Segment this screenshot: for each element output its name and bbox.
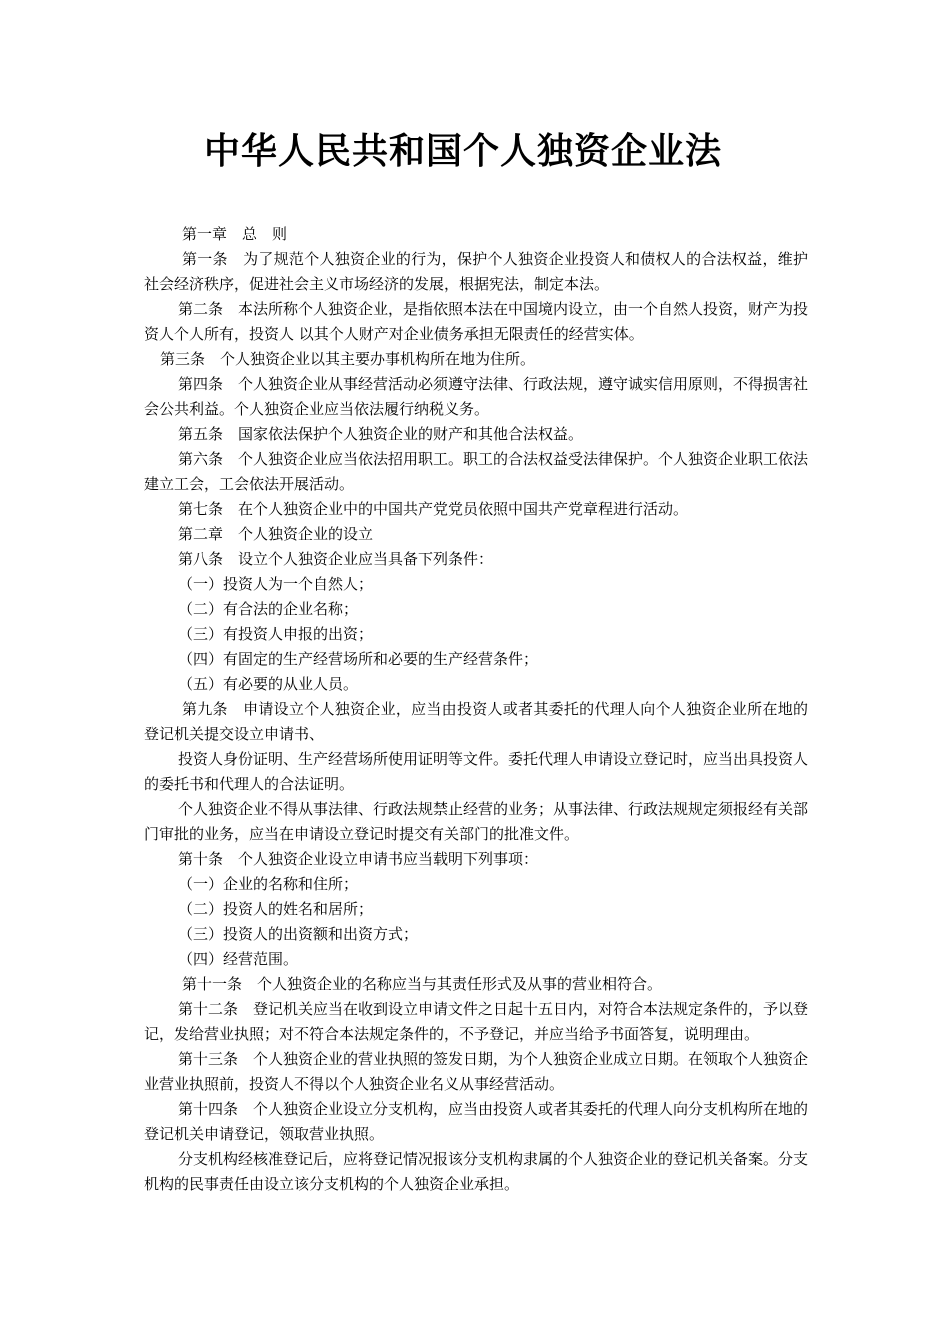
article-7: 第七条 在个人独资企业中的中国共产党党员依照中国共产党章程进行活动。	[178, 500, 689, 518]
article-9-paragraph-2: 个人独资企业不得从事法律、行政法规禁止经营的业务；从事法律、行政法规规定须报经有关部门审批的业务，应当在申请设立登记时提交有关部门的批准文件。	[144, 800, 809, 843]
article-9: 第九条 申请设立个人独资企业，应当由投资人或者其委托的代理人向个人独资企业所在地的登记机关提交设立申请书、	[144, 700, 808, 743]
article-11: 第十一条 个人独资企业的名称应当与其责任形式及从事的营业相符合。	[182, 975, 663, 993]
article-5: 第五条 国家依法保护个人独资企业的财产和其他合法权益。	[178, 425, 584, 443]
article-14: 第十四条 个人独资企业设立分支机构，应当由投资人或者其委托的代理人向分支机构所在地的登记机关申请登记，领取营业执照。	[144, 1100, 809, 1143]
article-8-item-2: （二）有合法的企业名称；	[178, 600, 359, 618]
article-10-item-4: （四）经营范围。	[178, 950, 299, 968]
article-8-item-1: （一）投资人为一个自然人；	[178, 575, 374, 593]
chapter-heading-2: 第二章 个人独资企业的设立	[178, 525, 374, 543]
article-9-continued: 投资人身份证明、生产经营场所使用证明等文件。委托代理人申请设立登记时，应当出具投资人的委托书和代理人的合法证明。	[144, 750, 809, 793]
article-3: 第三条 个人独资企业以其主要办事机构所在地为住所。	[160, 350, 536, 368]
article-2: 第二条 本法所称个人独资企业，是指依照本法在中国境内设立，由一个自然人投资，财产为投资人个人所有，投资人 以其个人财产对企业债务承担无限责任的经营实体。	[144, 300, 809, 343]
document-body	[144, 222, 808, 1197]
article-8-item-4: （四）有固定的生产经营场所和必要的生产经营条件；	[178, 650, 539, 668]
article-8: 第八条 设立个人独资企业应当具备下列条件：	[178, 550, 494, 568]
article-6: 第六条 个人独资企业应当依法招用职工。职工的合法权益受法律保护。个人独资企业职工依法建立工会，工会依法开展活动。	[144, 450, 809, 493]
article-10: 第十条 个人独资企业设立申请书应当载明下列事项：	[178, 850, 539, 868]
article-4: 第四条 个人独资企业从事经营活动必须遵守法律、行政法规，遵守诚实信用原则，不得损害社会公共利益。个人独资企业应当依法履行纳税义务。	[144, 375, 809, 418]
article-10-item-3: （三）投资人的出资额和出资方式；	[178, 925, 419, 943]
article-10-item-1: （一）企业的名称和住所；	[178, 875, 359, 893]
article-8-item-3: （三）有投资人申报的出资；	[178, 625, 374, 643]
chapter-heading-1: 第一章 总 则	[182, 225, 288, 243]
article-14-paragraph-2: 分支机构经核准登记后，应将登记情况报该分支机构隶属的个人独资企业的登记机关备案。分支机构的民事责任由设立该分支机构的个人独资企业承担。	[144, 1150, 809, 1193]
article-13: 第十三条 个人独资企业的营业执照的签发日期，为个人独资企业成立日期。在领取个人独资企业营业执照前，投资人不得以个人独资企业名义从事经营活动。	[144, 1050, 809, 1093]
article-1: 第一条 为了规范个人独资企业的行为，保护个人独资企业投资人和债权人的合法权益，维护社会经济秩序，促进社会主义市场经济的发展，根据宪法，制定本法。	[144, 250, 808, 293]
document-title: 中华人民共和国个人独资企业法	[203, 131, 722, 172]
article-8-item-5: （五）有必要的从业人员。	[178, 675, 359, 693]
article-12: 第十二条 登记机关应当在收到设立申请文件之日起十五日内，对符合本法规定条件的，予以登记，发给营业执照；对不符合本法规定条件的，不予登记，并应当给予书面答复，说明理由。	[144, 1000, 809, 1043]
article-10-item-2: （二）投资人的姓名和居所；	[178, 900, 374, 918]
